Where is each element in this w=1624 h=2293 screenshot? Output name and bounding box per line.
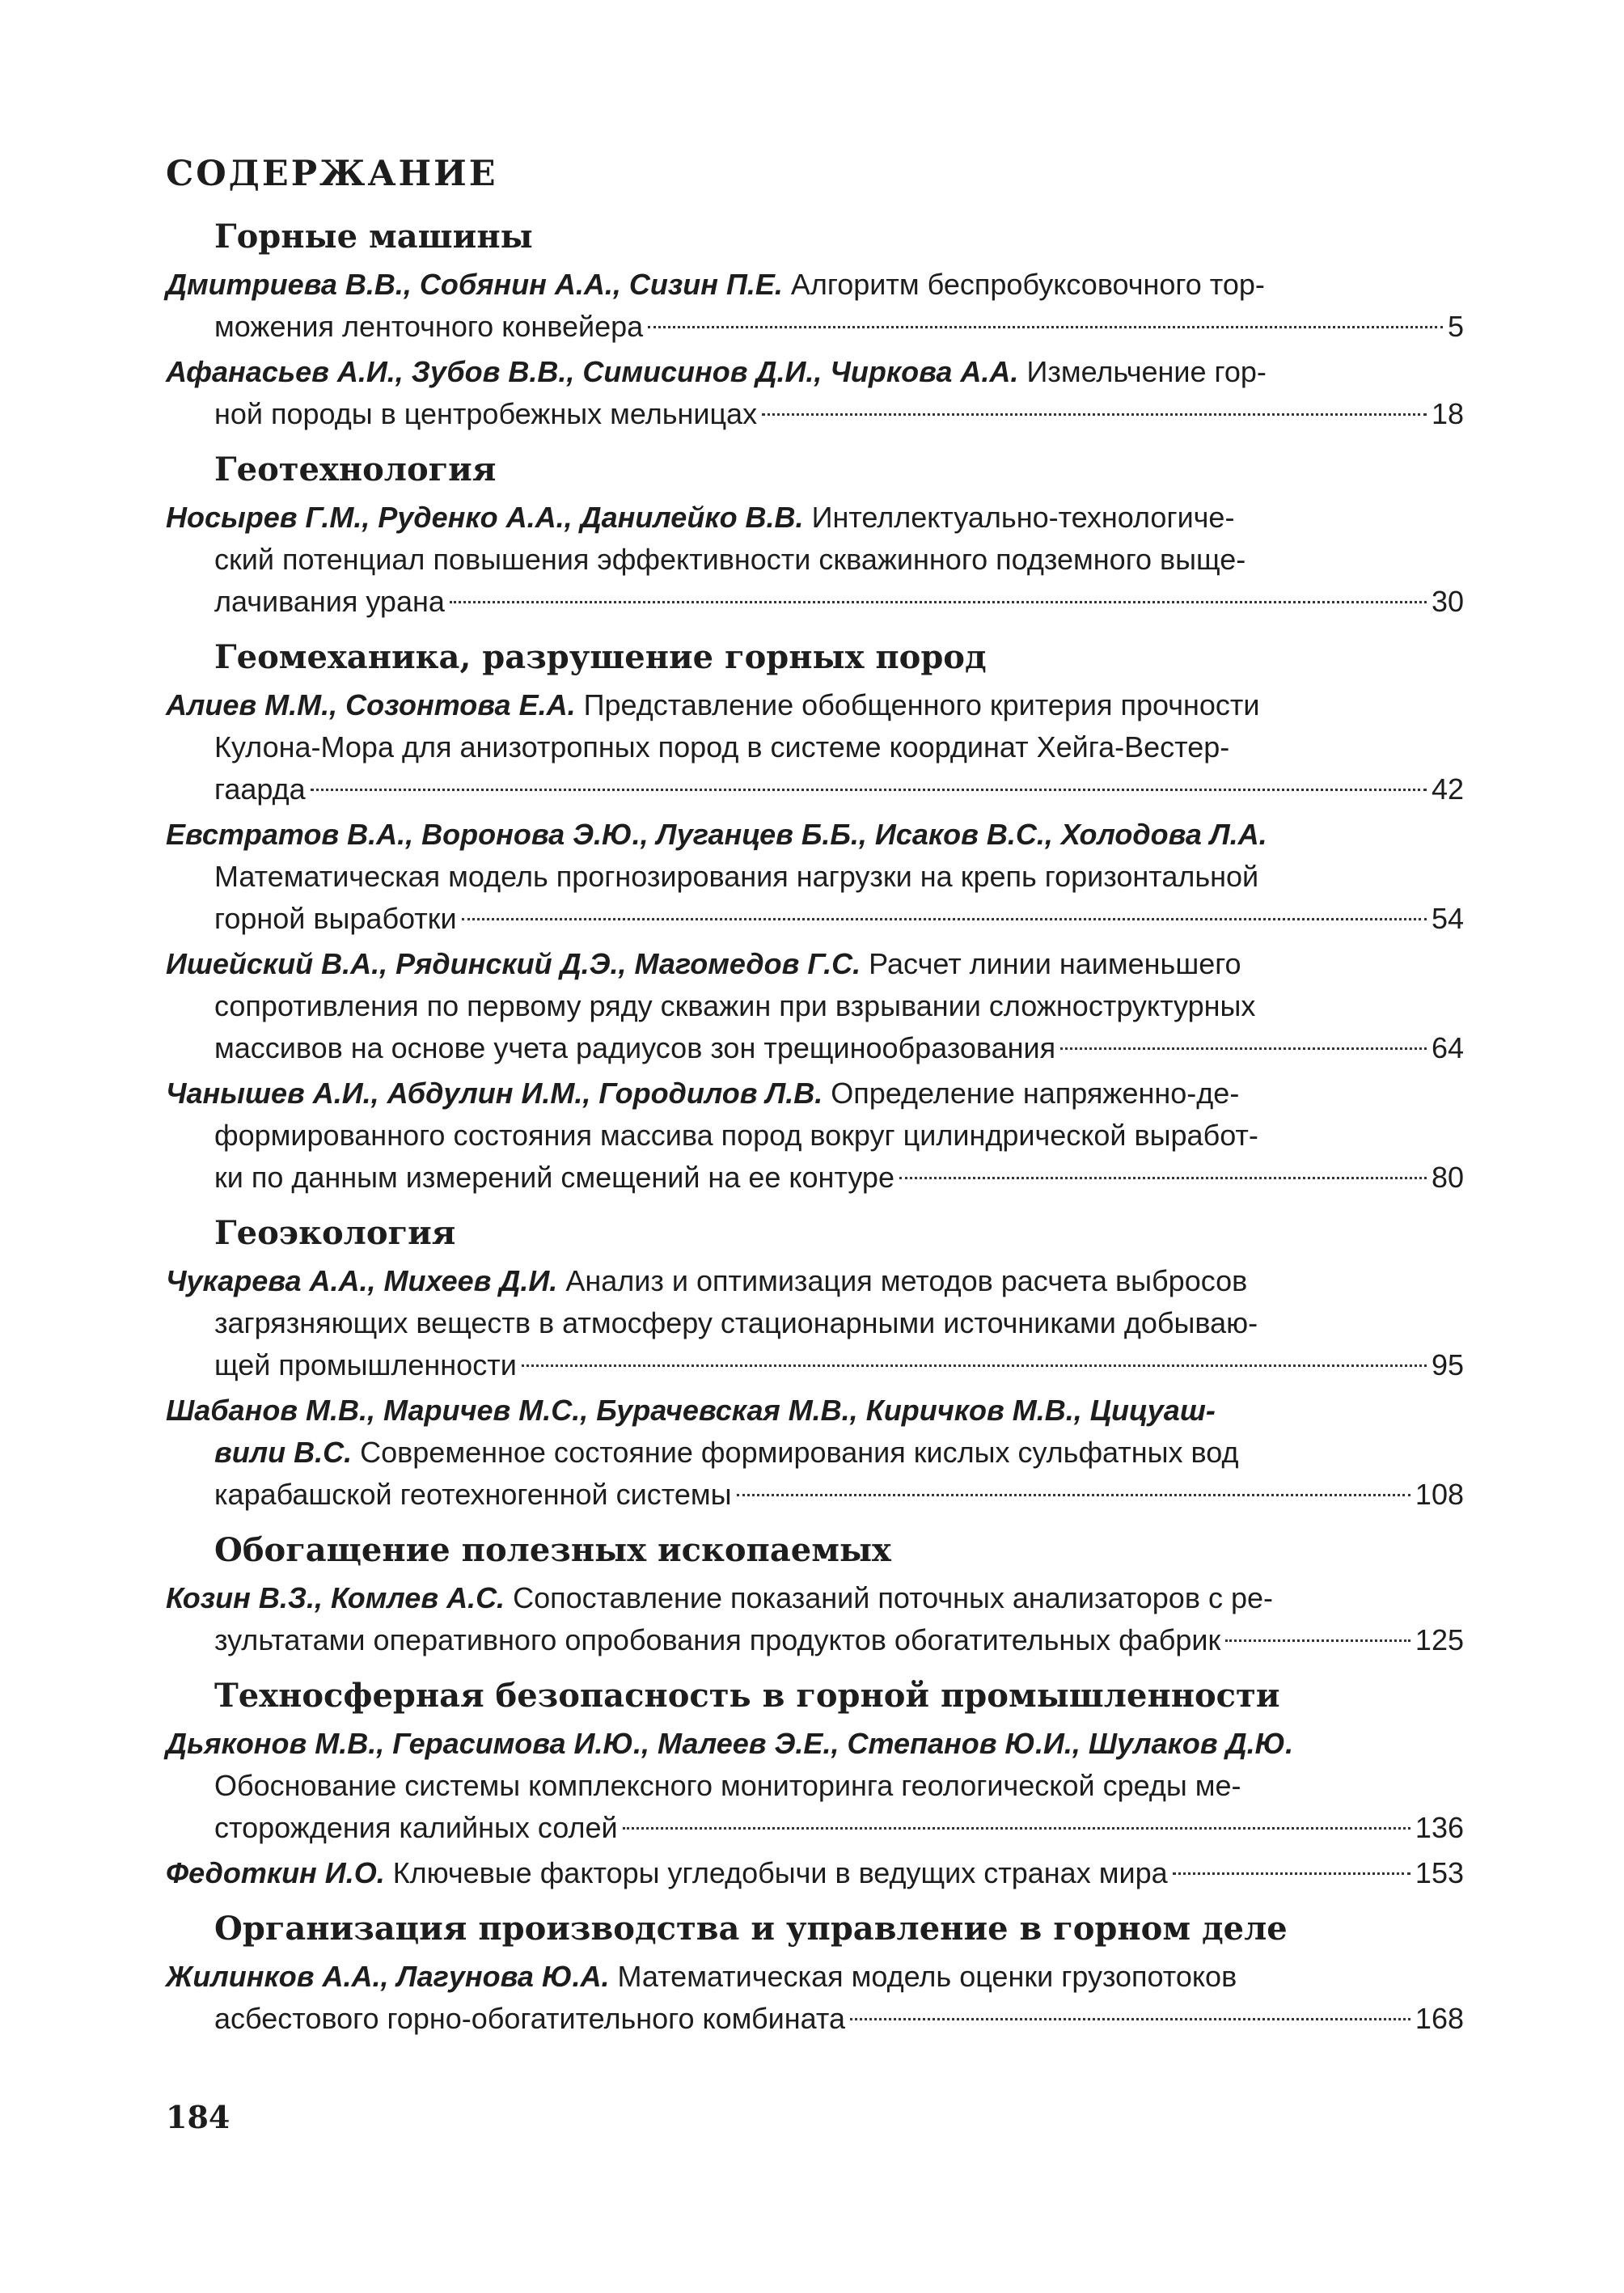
toc-entry[interactable]: [166, 1577, 1464, 1661]
toc-entry[interactable]: [166, 351, 1464, 435]
dot-leader: [1225, 1639, 1410, 1642]
toc-entry-authors: Ишейский В.А., Рядинский Д.Э., Магомедов Г.С.: [166, 947, 861, 980]
dot-leader: [450, 601, 1427, 603]
toc-entry-first-line: Дмитриева В.В., Собянин А.А., Сизин П.Е. Алгоритм беспробуксовочного тор-: [166, 268, 1265, 301]
dot-leader: [1060, 1047, 1427, 1050]
page-number: 184: [166, 2099, 230, 2135]
dot-leader: [850, 2018, 1410, 2020]
toc-entry[interactable]: [166, 814, 1464, 940]
toc-entry-text: Федоткин И.О. Ключевые факторы угледобычи в ведущих странах мира: [166, 1856, 1168, 1889]
toc-entry-first-line: [166, 814, 1464, 856]
toc-entry-authors: Носырев Г.М., Руденко А.А., Данилейко В.В.: [166, 501, 804, 534]
toc-entry[interactable]: [166, 1852, 1464, 1894]
toc-entry-page: 80: [1431, 1161, 1464, 1194]
toc-entry-text: зультатами оперативного опробования продуктов обогатительных фабрик: [214, 1623, 1221, 1656]
toc-entry-first-line: Алиев М.М., Созонтова Е.А. Представление обобщенного критерия прочности: [166, 688, 1260, 721]
toc-entry-authors: Дьяконов М.В., Герасимова И.Ю., Малеев Э.Е., Степанов Ю.И., Шулаков Д.Ю.: [166, 1727, 1294, 1760]
dot-leader: [623, 1827, 1410, 1830]
toc-entry-last-line: [214, 393, 1464, 435]
section-heading: Техносферная безопасность в горной промышленности: [214, 1677, 1280, 1715]
toc-entry-first-line: Чукарева А.А., Михеев Д.И. Анализ и оптимизация методов расчета выбросов: [166, 1264, 1248, 1297]
toc-entry-first-line: Жилинков А.А., Лагунова Ю.А. Математическая модель оценки грузопотоков: [166, 1960, 1237, 1993]
toc-entry-last-line: [214, 1619, 1464, 1661]
toc-entry-authors: Чукарева А.А., Михеев Д.И.: [166, 1264, 558, 1297]
toc-entry[interactable]: [166, 264, 1464, 348]
toc-entry-last-line: [214, 1027, 1464, 1069]
toc-entry-last-line: [214, 1998, 1464, 2040]
toc-entry-page: 153: [1415, 1856, 1464, 1889]
toc-entry-last-line: [214, 306, 1464, 348]
dot-leader: [522, 1364, 1427, 1367]
toc-entry-text: ной породы в центробежных мельницах: [214, 397, 758, 430]
table-of-contents: [166, 212, 1464, 2043]
toc-entry-authors: вили В.С.: [214, 1436, 353, 1469]
toc-entry-authors: Шабанов М.В., Маричев М.С., Бурачевская М.В., Киричков М.В., Цицуаш-: [166, 1394, 1216, 1427]
toc-entry-text: горной выработки: [214, 902, 457, 935]
toc-entry[interactable]: [166, 1072, 1464, 1199]
toc-entry-authors: Федоткин И.О.: [166, 1856, 385, 1889]
toc-entry-first-line: [166, 1723, 1464, 1765]
toc-entry-first-line: [166, 1390, 1464, 1432]
toc-entry-page: 125: [1415, 1623, 1464, 1656]
toc-entry-first-line: Ишейский В.А., Рядинский Д.Э., Магомедов Г.С. Расчет линии наименьшего: [166, 947, 1241, 980]
toc-entry-page: 108: [1415, 1478, 1464, 1511]
toc-entry-page: 64: [1431, 1031, 1464, 1064]
toc-entry-line: ский потенциал повышения эффективности скважинного подземного выще-: [214, 543, 1246, 576]
toc-entry-page: 5: [1447, 310, 1464, 343]
toc-entry-page: 18: [1431, 397, 1464, 430]
toc-entry-last-line: [214, 1157, 1464, 1199]
toc-entry-authors: Афанасьев А.И., Зубов В.В., Симисинов Д.И., Чиркова А.А.: [166, 355, 1019, 388]
toc-entry-text: щей промышленности: [214, 1348, 517, 1381]
toc-entry[interactable]: [166, 1260, 1464, 1386]
dot-leader: [899, 1177, 1427, 1179]
section-heading: Геоэкология: [214, 1214, 456, 1252]
toc-entry-text: лачивания урана: [214, 585, 445, 618]
toc-entry-page: 95: [1431, 1348, 1464, 1381]
toc-entry-authors: Евстратов В.А., Воронова Э.Ю., Луганцев Б.Б., Исаков В.С., Холодова Л.А.: [166, 818, 1267, 851]
toc-entry-line: сопротивления по первому ряду скважин при взрывании сложноструктурных: [214, 989, 1256, 1022]
toc-entry-last-line: [214, 1344, 1464, 1386]
toc-entry-last-line: [214, 768, 1464, 810]
toc-entry-text: гаарда: [214, 772, 306, 806]
section-heading: Геотехнология: [214, 451, 497, 489]
toc-entry[interactable]: [166, 497, 1464, 623]
dot-leader: [462, 918, 1427, 920]
toc-entry-text: массивов на основе учета радиусов зон трещинообразования: [214, 1031, 1056, 1064]
toc-entry[interactable]: [166, 943, 1464, 1069]
dot-leader: [762, 413, 1427, 416]
toc-entry-page: 42: [1431, 772, 1464, 806]
toc-entry-line: загрязняющих веществ в атмосферу стационарными источниками добываю-: [214, 1306, 1258, 1339]
toc-entry-authors: Козин В.З., Комлев А.С.: [166, 1581, 505, 1614]
toc-entry-last-line: [166, 1852, 1464, 1894]
toc-entry-line: Обоснование системы комплексного мониторинга геологической среды ме-: [214, 1769, 1241, 1802]
toc-entry-authors: Алиев М.М., Созонтова Е.А.: [166, 688, 576, 721]
toc-entry-first-line: Носырев Г.М., Руденко А.А., Данилейко В.В. Интеллектуально-технологиче-: [166, 501, 1235, 534]
section-heading: Организация производства и управление в горном деле: [214, 1910, 1288, 1948]
toc-entry-line: формированного состояния массива пород вокруг цилиндрической выработ-: [214, 1119, 1258, 1152]
dot-leader: [648, 326, 1443, 328]
toc-entry[interactable]: [166, 1723, 1464, 1849]
toc-entry-line: Математическая модель прогнозирования нагрузки на крепь горизонтальной: [214, 860, 1259, 893]
toc-entry-authors: Жилинков А.А., Лагунова Ю.А.: [166, 1960, 610, 1993]
toc-entry-last-line: [214, 898, 1464, 940]
toc-entry-text: сторождения калийных солей: [214, 1811, 618, 1844]
toc-entry-line: вили В.С. Современное состояние формирования кислых сульфатных вод: [214, 1436, 1239, 1469]
dot-leader: [737, 1494, 1410, 1496]
section-heading: Горные машины: [214, 218, 533, 256]
toc-entry-text: ки по данным измерений смещений на ее контуре: [214, 1161, 894, 1194]
toc-entry-page: 168: [1415, 2002, 1464, 2035]
toc-entry-last-line: [214, 1474, 1464, 1516]
toc-entry-last-line: [214, 581, 1464, 623]
toc-entry-text: можения ленточного конвейера: [214, 310, 644, 343]
toc-entry-text: карабашской геотехногенной системы: [214, 1478, 732, 1511]
section-heading: Обогащение полезных ископаемых: [214, 1531, 891, 1569]
toc-entry-first-line: Чанышев А.И., Абдулин И.М., Городилов Л.В. Определение напряженно-де-: [166, 1077, 1240, 1110]
toc-entry-authors: Дмитриева В.В., Собянин А.А., Сизин П.Е.: [166, 268, 783, 301]
toc-entry[interactable]: [166, 1956, 1464, 2040]
dot-leader: [311, 789, 1427, 791]
toc-entry[interactable]: [166, 1390, 1464, 1516]
toc-entry-page: 136: [1415, 1811, 1464, 1844]
toc-entry-page: 54: [1431, 902, 1464, 935]
toc-entry-page: 30: [1431, 585, 1464, 618]
toc-entry-authors: Чанышев А.И., Абдулин И.М., Городилов Л.В.: [166, 1077, 823, 1110]
toc-entry[interactable]: [166, 684, 1464, 810]
toc-entry-first-line: Афанасьев А.И., Зубов В.В., Симисинов Д.И., Чиркова А.А. Измельчение гор-: [166, 355, 1267, 388]
toc-entry-first-line: Козин В.З., Комлев А.С. Сопоставление показаний поточных анализаторов с ре-: [166, 1581, 1273, 1614]
dot-leader: [1173, 1872, 1410, 1875]
section-heading: Геомеханика, разрушение горных пород: [214, 638, 987, 676]
toc-entry-last-line: [214, 1807, 1464, 1849]
page-title: СОДЕРЖАНИЕ: [166, 154, 498, 194]
toc-entry-text: асбестового горно-обогатительного комбината: [214, 2002, 845, 2035]
toc-entry-line: Кулона-Мора для анизотропных пород в системе координат Хейга-Вестер-: [214, 730, 1230, 764]
